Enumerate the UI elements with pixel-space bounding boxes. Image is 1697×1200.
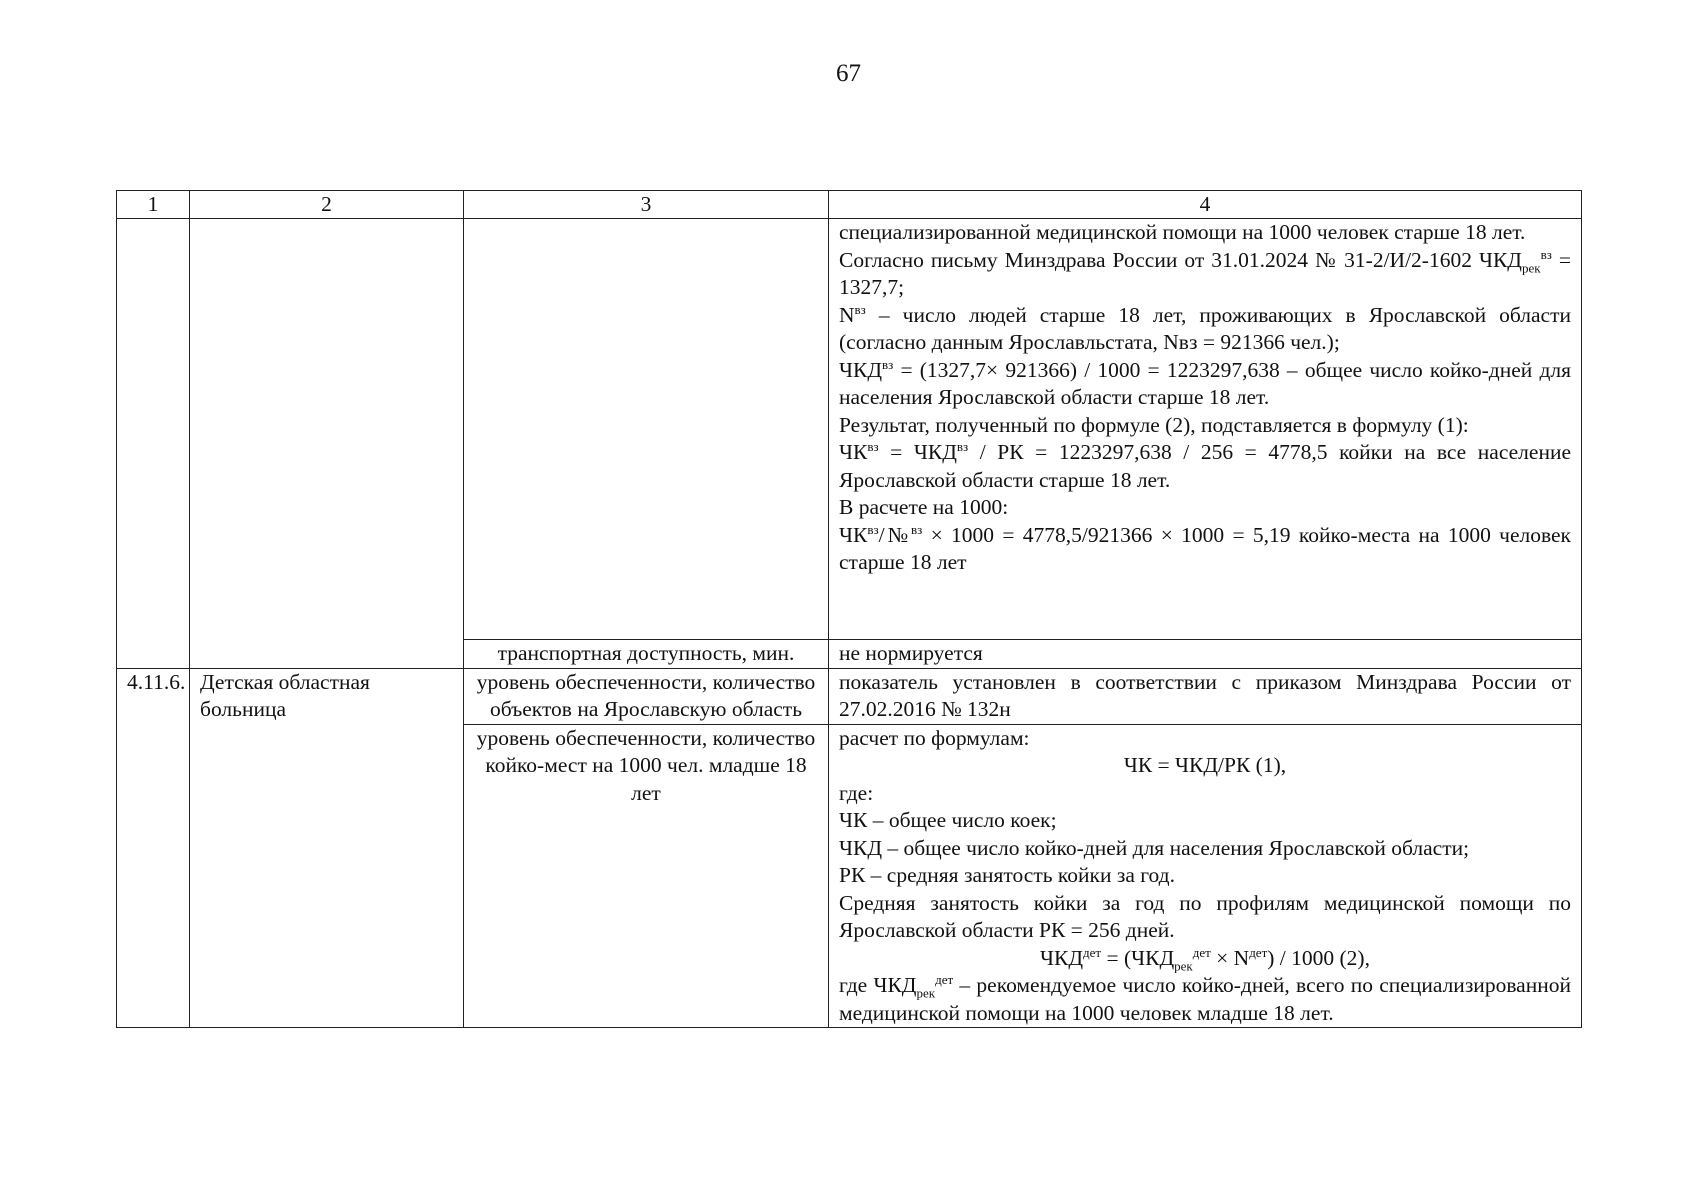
text-line: где: [839, 780, 874, 805]
text-line: расчет по формулам: [839, 725, 1030, 750]
cell-calculation-beds [829, 724, 1582, 1028]
table-header-row [117, 191, 1582, 219]
text-line: $ЧК^{вз}/№^{вз} \times 1000 = 4778,5/921366 \times 1000 = 5,19$ койко-места на 1000 человек старше 18 лет [839, 521, 1571, 574]
text-line: ЧК – общее число коек; [839, 808, 1057, 832]
formula-2: $ЧКД^{дет} = (ЧКД_{рек}^{дет} \times N^{дет}) / 1000$ (2), [1040, 944, 1370, 973]
cell-item-name: Детская областная больница [190, 668, 464, 1028]
cell-indicator-objects: уровень обеспеченности, количество объектов на Ярославскую область [464, 668, 829, 724]
header-col-1: 1 [117, 191, 190, 219]
cell-num-empty [117, 219, 190, 669]
cell-value-objects: показатель установлен в соответствии с приказом Минздрава России от 27.02.2016 № 132н [829, 668, 1582, 724]
text-line: В расчете на 1000: [839, 495, 1009, 519]
page-number: 67 [836, 60, 861, 87]
text-line: специализированной медицинской помощи на 1000 человек старше 18 лет. [839, 220, 1526, 244]
cell-indicator-empty [464, 219, 829, 640]
cell-item-number: 4.11.6. [117, 668, 190, 1028]
text-line: Результат, полученный по формуле (2), подставляется в формулу (1): [839, 412, 1469, 437]
text-line: $N^{вз}$ – число людей старше 18 лет, проживающих в Ярославской области (согласно данным Ярославльстата, Nвз = 921366 чел.); [839, 301, 1571, 354]
formula-1: ЧК = ЧКД/РК (1), [1123, 753, 1287, 777]
text-line: ЧКД – общее число койко-дней для населения Ярославской области; [839, 835, 1470, 860]
header-col-4: 4 [829, 191, 1582, 219]
text-line: Согласно письму Минздрава России от 31.01.2024 № 31-2/И/2-1602 $ЧКД_{рек}^{вз} = 1327,7$; [839, 246, 1571, 299]
text-line: Средняя занятость койки за год по профилям медицинской помощи по Ярославской области РК = 256 дней. [839, 890, 1571, 942]
text-line: РК – средняя занятость койки за год. [839, 863, 1175, 887]
cell-name-empty [190, 219, 464, 669]
header-col-2: 2 [190, 191, 464, 219]
text-line: $ЧКД^{вз} = (1327,7\times 921366) / 1000 = 1223297,638$ – общее число койко-дней для населения Ярославской области старше 18 лет. [839, 356, 1571, 409]
text-line: $ЧК^{вз} = ЧКД^{вз}$ / РК = 1223297,638 / 256 = 4778,5 койки на все население Ярославской области старше 18 лет. [839, 438, 1572, 492]
cell-transport-value: не нормируется [829, 640, 1582, 669]
cell-indicator-beds: уровень обеспеченности, количество койко-мест на 1000 чел. младше 18 лет [464, 724, 829, 1028]
cell-transport-indicator: транспортная доступность, мин. [464, 640, 829, 669]
table-row-4116-objects [117, 668, 1582, 724]
text-line: где $ЧКД_{рек}^{дет}$ – рекомендуемое число койко-дней, всего по специализированной медицинской помощи на 1000 человек младше 18 лет. [839, 971, 1571, 1025]
header-col-3: 3 [464, 191, 829, 219]
cell-calculation-continued [829, 219, 1582, 640]
norms-table [116, 190, 1582, 1028]
table-row-continuation [117, 219, 1582, 640]
